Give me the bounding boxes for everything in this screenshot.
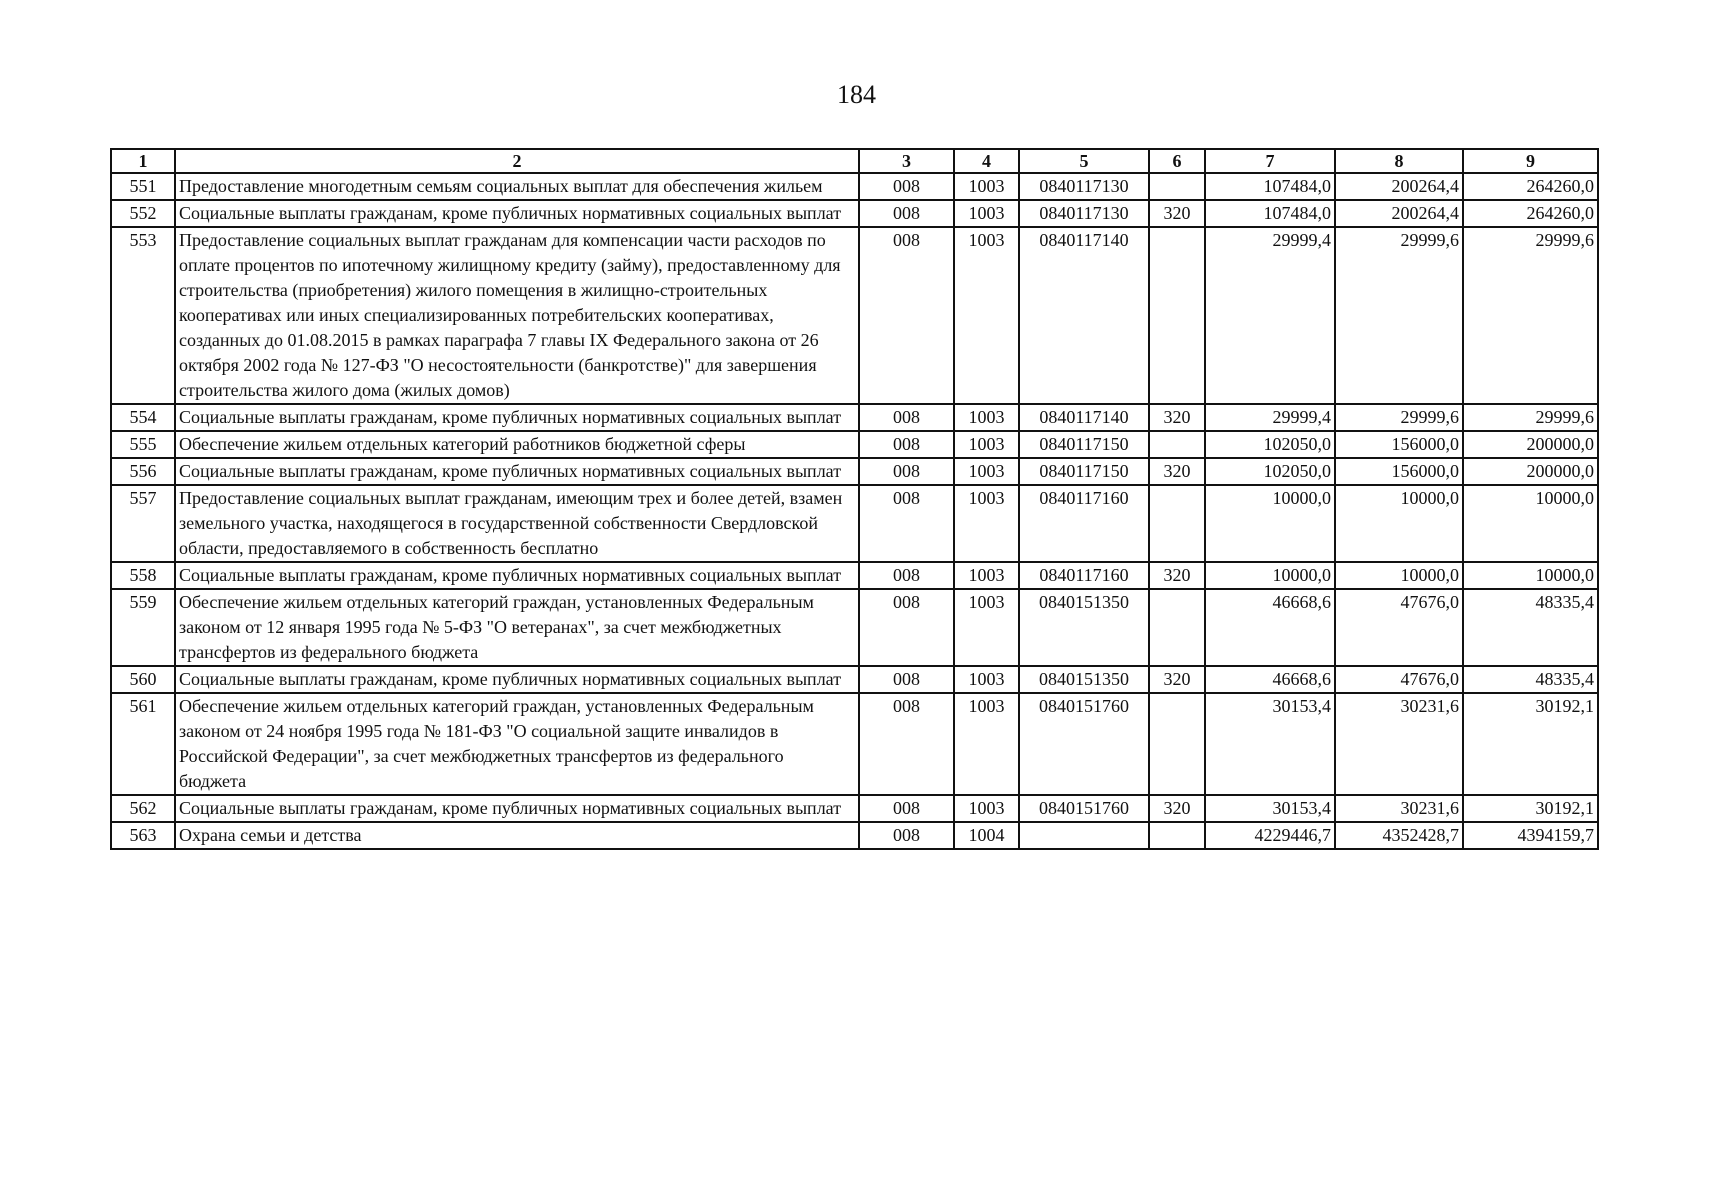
cell-col3: 008 [859,404,954,431]
cell-amount-col7: 30153,4 [1205,693,1335,795]
row-description: Предоставление многодетным семьям социальных выплат для обеспечения жильем [175,173,859,200]
row-number: 554 [111,404,175,431]
row-number: 555 [111,431,175,458]
table-row [111,485,1598,562]
table-row [111,227,1598,404]
table-row [111,458,1598,485]
cell-col5: 0840117140 [1019,404,1149,431]
table-body [111,173,1598,849]
cell-amount-col8: 200264,4 [1335,200,1463,227]
row-number: 559 [111,589,175,666]
cell-col6 [1149,173,1205,200]
cell-col3: 008 [859,200,954,227]
cell-amount-col9: 264260,0 [1463,200,1598,227]
cell-col3: 008 [859,795,954,822]
cell-col5: 0840151350 [1019,666,1149,693]
cell-col6: 320 [1149,795,1205,822]
header-row [111,149,1598,173]
cell-col4: 1003 [954,458,1019,485]
row-number: 553 [111,227,175,404]
cell-col3: 008 [859,485,954,562]
cell-col6: 320 [1149,666,1205,693]
cell-amount-col8: 30231,6 [1335,795,1463,822]
row-description: Социальные выплаты гражданам, кроме публичных нормативных социальных выплат [175,666,859,693]
cell-amount-col8: 30231,6 [1335,693,1463,795]
cell-col3: 008 [859,458,954,485]
cell-amount-col9: 48335,4 [1463,589,1598,666]
row-number: 563 [111,822,175,849]
cell-amount-col7: 30153,4 [1205,795,1335,822]
cell-col4: 1003 [954,173,1019,200]
cell-col3: 008 [859,431,954,458]
cell-col6 [1149,485,1205,562]
header-cell: 4 [954,149,1019,173]
row-number: 557 [111,485,175,562]
table-row [111,822,1598,849]
header-cell: 9 [1463,149,1598,173]
cell-amount-col9: 10000,0 [1463,562,1598,589]
cell-col5: 0840151760 [1019,693,1149,795]
cell-amount-col9: 30192,1 [1463,693,1598,795]
cell-amount-col7: 102050,0 [1205,458,1335,485]
header-cell: 2 [175,149,859,173]
cell-amount-col7: 46668,6 [1205,589,1335,666]
cell-amount-col9: 29999,6 [1463,227,1598,404]
row-description: Предоставление социальных выплат гражданам для компенсации части расходов по оплате процентов по ипотечному жилищному кредиту (займу), предоставленному для строительства (приобретения) жилого помещения в жилищно-строительных кооперативах или иных специализированных потребительских кооперативах, созданных до 01.08.2015 в рамках параграфа 7 главы IX Федерального закона от 26 октября 2002 года № 127-ФЗ "О несостоятельности (банкротстве)" для завершения строительства жилого дома (жилых домов) [175,227,859,404]
cell-amount-col8: 47676,0 [1335,666,1463,693]
cell-col3: 008 [859,666,954,693]
cell-amount-col7: 107484,0 [1205,173,1335,200]
row-number: 556 [111,458,175,485]
cell-col5: 0840117150 [1019,458,1149,485]
cell-amount-col9: 264260,0 [1463,173,1598,200]
cell-amount-col8: 156000,0 [1335,431,1463,458]
cell-amount-col8: 47676,0 [1335,589,1463,666]
row-description: Социальные выплаты гражданам, кроме публичных нормативных социальных выплат [175,562,859,589]
row-description: Социальные выплаты гражданам, кроме публичных нормативных социальных выплат [175,458,859,485]
row-description: Обеспечение жильем отдельных категорий работников бюджетной сферы [175,431,859,458]
cell-col4: 1003 [954,485,1019,562]
cell-col5: 0840117140 [1019,227,1149,404]
row-number: 552 [111,200,175,227]
cell-amount-col7: 4229446,7 [1205,822,1335,849]
cell-amount-col8: 29999,6 [1335,227,1463,404]
table-row [111,589,1598,666]
cell-col5: 0840117130 [1019,173,1149,200]
cell-col6: 320 [1149,404,1205,431]
cell-amount-col8: 29999,6 [1335,404,1463,431]
cell-amount-col9: 30192,1 [1463,795,1598,822]
cell-amount-col7: 10000,0 [1205,485,1335,562]
cell-amount-col8: 10000,0 [1335,485,1463,562]
cell-amount-col9: 29999,6 [1463,404,1598,431]
header-cell: 7 [1205,149,1335,173]
cell-col6: 320 [1149,458,1205,485]
cell-col6: 320 [1149,562,1205,589]
cell-col5: 0840117150 [1019,431,1149,458]
cell-col4: 1003 [954,200,1019,227]
cell-col6 [1149,693,1205,795]
table-row [111,795,1598,822]
cell-col3: 008 [859,822,954,849]
cell-col4: 1003 [954,431,1019,458]
header-cell: 3 [859,149,954,173]
cell-col3: 008 [859,227,954,404]
row-description: Обеспечение жильем отдельных категорий граждан, установленных Федеральным законом от 24 ноября 1995 года № 181-ФЗ "О социальной защите инвалидов в Российской Федерации", за счет межбюджетных трансфертов из федерального бюджета [175,693,859,795]
cell-amount-col7: 10000,0 [1205,562,1335,589]
cell-col6: 320 [1149,200,1205,227]
cell-col5: 0840117160 [1019,485,1149,562]
cell-col4: 1003 [954,562,1019,589]
cell-amount-col8: 4352428,7 [1335,822,1463,849]
header-cell: 6 [1149,149,1205,173]
cell-col5 [1019,822,1149,849]
table-row [111,431,1598,458]
cell-col5: 0840117130 [1019,200,1149,227]
cell-col3: 008 [859,562,954,589]
row-number: 558 [111,562,175,589]
cell-col5: 0840117160 [1019,562,1149,589]
cell-col4: 1003 [954,666,1019,693]
row-description: Охрана семьи и детства [175,822,859,849]
header-cell: 8 [1335,149,1463,173]
cell-col6 [1149,589,1205,666]
table-row [111,173,1598,200]
cell-col4: 1003 [954,693,1019,795]
cell-col4: 1004 [954,822,1019,849]
row-description: Социальные выплаты гражданам, кроме публичных нормативных социальных выплат [175,795,859,822]
row-description: Предоставление социальных выплат гражданам, имеющим трех и более детей, взамен земельного участка, находящегося в государственной собственности Свердловской области, предоставляемого в собственность бесплатно [175,485,859,562]
budget-table [110,148,1599,850]
table-row [111,200,1598,227]
cell-amount-col8: 200264,4 [1335,173,1463,200]
table-row [111,562,1598,589]
cell-amount-col7: 102050,0 [1205,431,1335,458]
cell-amount-col7: 46668,6 [1205,666,1335,693]
table-row [111,404,1598,431]
cell-amount-col7: 29999,4 [1205,404,1335,431]
cell-amount-col9: 4394159,7 [1463,822,1598,849]
row-number: 551 [111,173,175,200]
cell-amount-col7: 107484,0 [1205,200,1335,227]
cell-col3: 008 [859,589,954,666]
row-number: 562 [111,795,175,822]
cell-col4: 1003 [954,795,1019,822]
header-cell: 1 [111,149,175,173]
cell-col6 [1149,431,1205,458]
cell-amount-col9: 200000,0 [1463,431,1598,458]
cell-col4: 1003 [954,227,1019,404]
row-description: Обеспечение жильем отдельных категорий граждан, установленных Федеральным законом от 12 января 1995 года № 5-ФЗ "О ветеранах", за счет межбюджетных трансфертов из федерального бюджета [175,589,859,666]
cell-col5: 0840151760 [1019,795,1149,822]
cell-col4: 1003 [954,589,1019,666]
cell-col3: 008 [859,173,954,200]
cell-col5: 0840151350 [1019,589,1149,666]
cell-amount-col7: 29999,4 [1205,227,1335,404]
cell-amount-col9: 200000,0 [1463,458,1598,485]
page-number: 184 [837,80,876,109]
row-number: 561 [111,693,175,795]
cell-amount-col8: 156000,0 [1335,458,1463,485]
cell-col4: 1003 [954,404,1019,431]
cell-col6 [1149,227,1205,404]
cell-col3: 008 [859,693,954,795]
cell-amount-col8: 10000,0 [1335,562,1463,589]
row-number: 560 [111,666,175,693]
cell-col6 [1149,822,1205,849]
table-row [111,693,1598,795]
row-description: Социальные выплаты гражданам, кроме публичных нормативных социальных выплат [175,200,859,227]
header-cell: 5 [1019,149,1149,173]
table-row [111,666,1598,693]
row-description: Социальные выплаты гражданам, кроме публичных нормативных социальных выплат [175,404,859,431]
cell-amount-col9: 48335,4 [1463,666,1598,693]
cell-amount-col9: 10000,0 [1463,485,1598,562]
